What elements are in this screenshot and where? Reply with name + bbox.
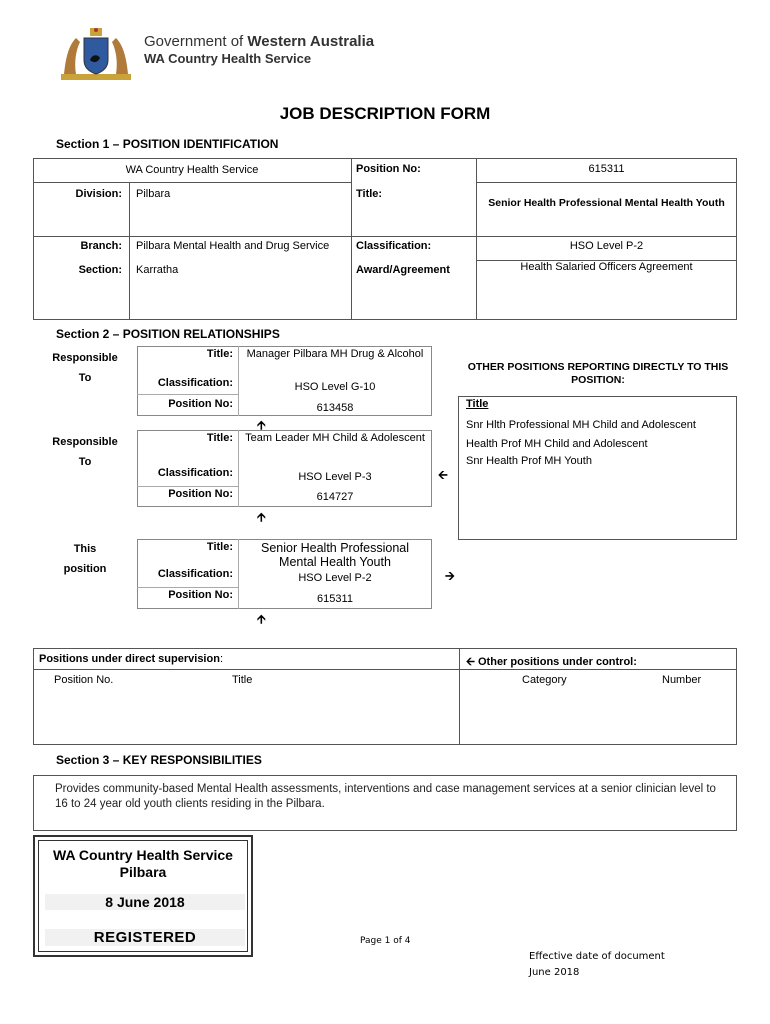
stamp-org: WA Country Health Service [53, 847, 233, 863]
box3-title: Senior Health Professional Mental Health Youth [261, 541, 409, 569]
position-label: position [63, 563, 107, 575]
this-label: This [73, 543, 97, 555]
division-value: Pilbara [136, 188, 171, 200]
box2-position-no-label: Position No: [168, 488, 233, 500]
stamp-date: 8 June 2018 [45, 894, 245, 910]
page-number: Page 1 of 4 [360, 936, 411, 946]
box1-title-label: Title: [206, 348, 233, 360]
box1-title: Manager Pilbara MH Drug & Alcohol [246, 348, 424, 360]
control-label [466, 653, 637, 672]
classification-label: Classification: [356, 240, 432, 252]
supervision-label [39, 653, 223, 665]
arrow-up-icon: 🡩 [257, 510, 266, 524]
arrow-up-icon: 🡩 [257, 612, 266, 626]
to-label-2: To [78, 456, 92, 468]
title-value: Senior Health Professional Mental Health Youth [488, 197, 725, 209]
section1-heading: Section 1 – POSITION IDENTIFICATION [56, 137, 279, 151]
supervision-label-text: Positions under direct supervision [39, 653, 220, 665]
position-no-label: Position No: [356, 163, 421, 175]
form-title: JOB DESCRIPTION FORM [279, 104, 491, 123]
arrow-left-icon: 🡨 [466, 656, 475, 668]
title-label: Title: [356, 188, 383, 200]
other-position-item: Health Prof MH Child and Adolescent [466, 438, 648, 450]
box1-classification-label: Classification: [157, 377, 233, 389]
box3-classification: HSO Level P-2 [298, 572, 372, 584]
box2-classification: HSO Level P-3 [298, 471, 372, 483]
box3-position-no: 615311 [317, 593, 353, 605]
responsible-label-2: Responsible [52, 436, 118, 448]
box2-position-no: 614727 [316, 491, 354, 503]
supervision-colon: : [219, 653, 223, 665]
control-col-category: Category [522, 674, 567, 686]
other-positions-box [458, 396, 737, 540]
section-label: Section: [78, 264, 122, 276]
supervision-col-title: Title [232, 674, 253, 686]
box1-position-no-label: Position No: [168, 398, 233, 410]
other-positions-title-header: Title [466, 398, 489, 410]
other-position-item: Snr Hlth Professional MH Child and Adolescent [466, 419, 696, 431]
other-positions-heading: OTHER POSITIONS REPORTING DIRECTLY TO THIS POSITION: [467, 361, 729, 386]
effective-date-label: Effective date of document [529, 951, 665, 962]
registration-stamp [33, 835, 253, 957]
org-name-line2: WA Country Health Service [144, 51, 312, 66]
to-label-1: To [78, 372, 92, 384]
org-state: Western Australia [247, 33, 375, 50]
other-position-item: Snr Health Prof MH Youth [466, 455, 592, 467]
responsible-label-1: Responsible [52, 352, 118, 364]
award-value: Health Salaried Officers Agreement [520, 261, 693, 273]
arrow-left-icon: 🡨 [438, 468, 448, 482]
box3-classification-label: Classification: [157, 568, 233, 580]
crest-logo [56, 24, 136, 84]
section2-heading: Section 2 – POSITION RELATIONSHIPS [56, 327, 280, 341]
branch-label: Branch: [80, 240, 122, 252]
box1-classification: HSO Level G-10 [294, 381, 376, 393]
arrow-up-icon: 🡩 [257, 418, 266, 432]
award-label: Award/Agreement [356, 264, 450, 276]
box3-title-label: Title: [206, 541, 233, 553]
box2-classification-label: Classification: [157, 467, 233, 479]
stamp-status: REGISTERED [45, 929, 245, 946]
control-label-text: Other positions under control: [478, 656, 637, 668]
box2-title-label: Title: [206, 432, 233, 444]
division-label: Division: [75, 188, 122, 200]
position-no-value: 615311 [588, 163, 625, 175]
org-name-line1 [144, 33, 374, 50]
box3-position-no-label: Position No: [168, 589, 233, 601]
control-col-number: Number [662, 674, 702, 686]
arrow-right-icon: 🡪 [445, 569, 455, 583]
org-prefix: Government of [144, 33, 248, 50]
supervision-col-posno: Position No. [54, 674, 114, 686]
effective-date-value: June 2018 [529, 967, 580, 978]
branch-value: Pilbara Mental Health and Drug Service [136, 240, 330, 252]
section-value: Karratha [136, 264, 179, 276]
classification-value: HSO Level P-2 [569, 240, 644, 252]
key-responsibilities-text: Provides community-based Mental Health assessments, interventions and case management services at a senior clinician level to 16 to 24 year old youth clients residing in the Pilbara. [55, 783, 716, 810]
section3-heading: Section 3 – KEY RESPONSIBILITIES [56, 753, 262, 767]
stamp-region: Pilbara [119, 864, 167, 880]
box1-position-no: 613458 [316, 402, 354, 414]
service-name: WA Country Health Service [125, 164, 259, 176]
box2-title: Team Leader MH Child & Adolescent [245, 432, 425, 444]
